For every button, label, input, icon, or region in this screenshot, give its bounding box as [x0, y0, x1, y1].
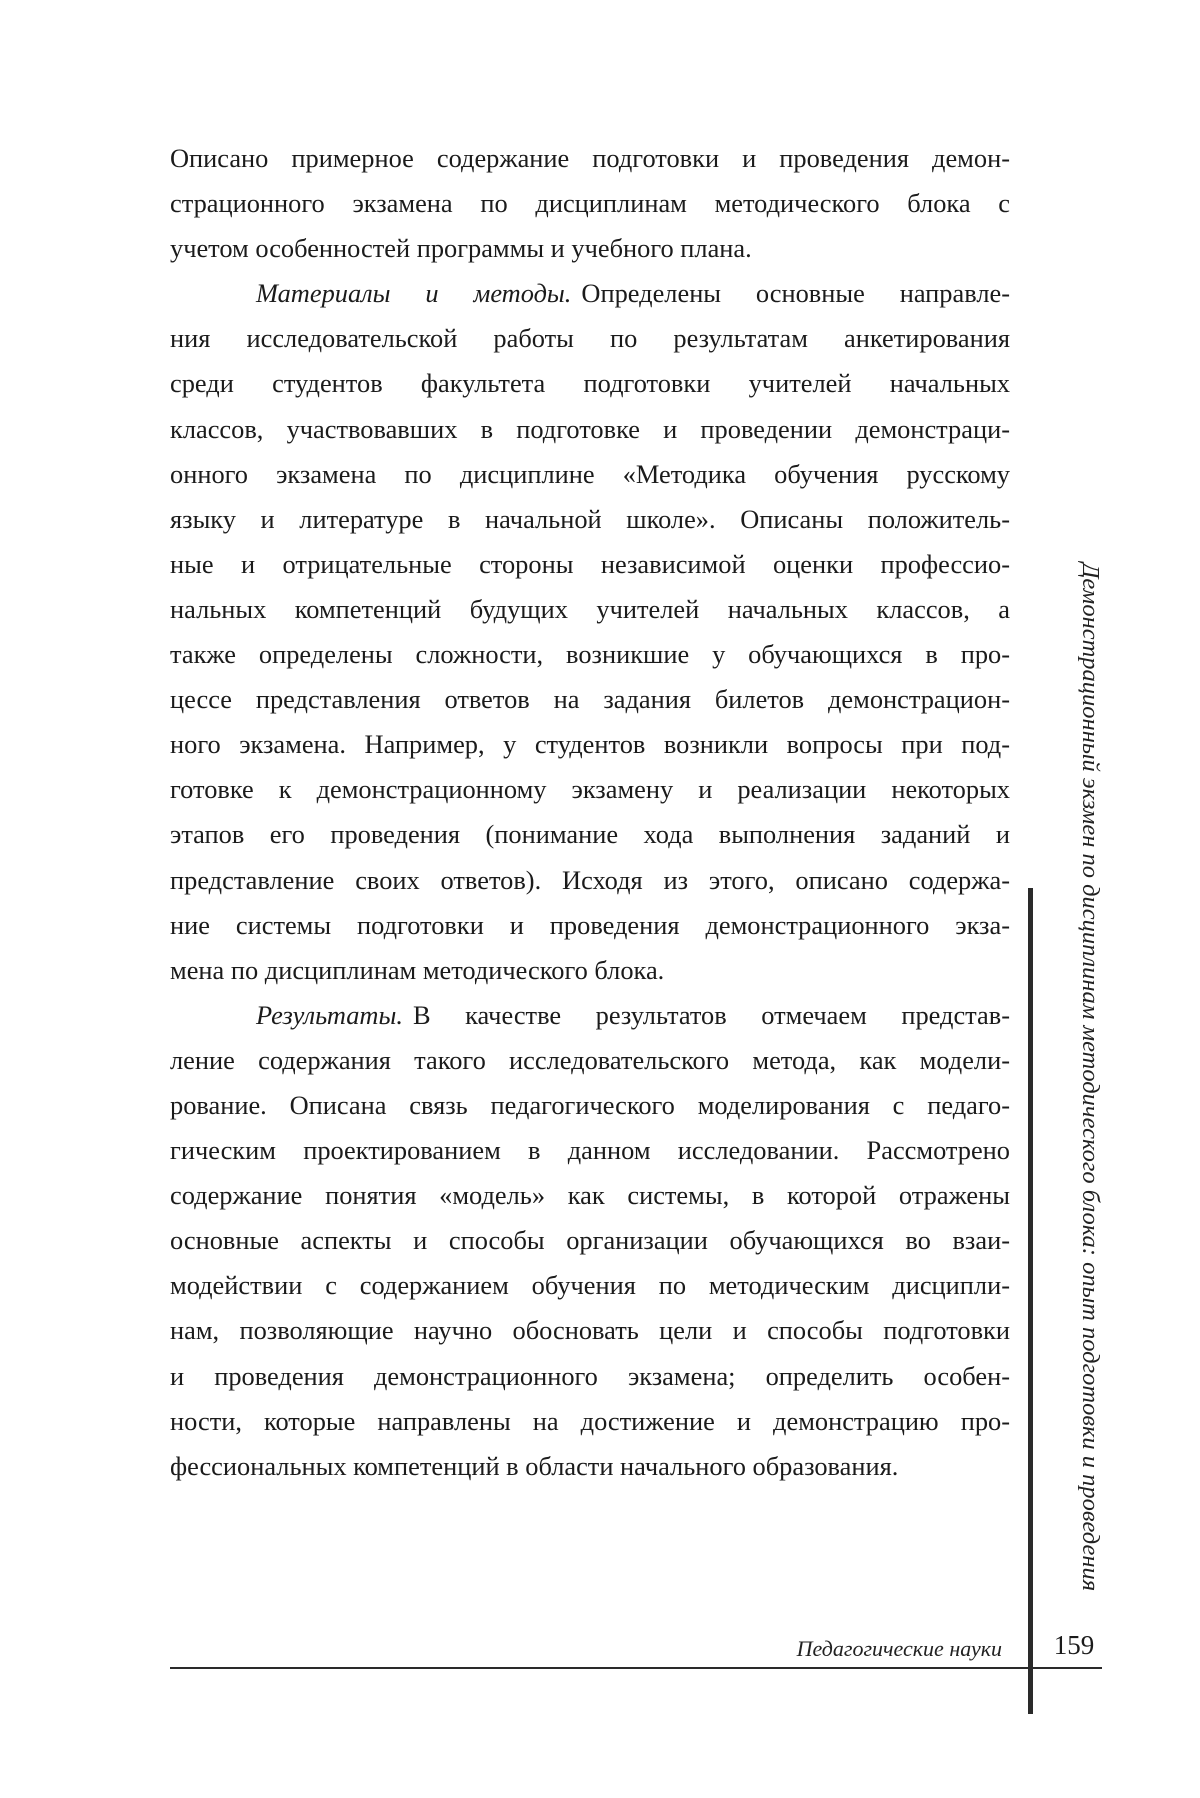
body-line: среди студентов факультета подготовки учителей начальных [170, 368, 1010, 399]
body-line: представление своих ответов). Исходя из этого, описано содержа- [170, 864, 1010, 895]
body-line: классов, участвовавших в подготовке и проведении демонстраци- [170, 413, 1010, 444]
running-head: Демонстрационный экзмен по дисциплинам методического блока: опыт подготовки и проведения [1077, 562, 1104, 1592]
body-line-text: Определены основные направле- [581, 278, 1010, 309]
body-text [170, 136, 1010, 1489]
body-line [170, 993, 1010, 1038]
page-number: 159 [1053, 1630, 1095, 1660]
section-lead-materials: Материалы и методы. [256, 278, 572, 309]
body-line: ности, которые направлены на достижение и демонстрацию про- [170, 1405, 1010, 1436]
body-line: также определены сложности, возникшие у обучающихся в про- [170, 639, 1010, 670]
body-line: гическим проектированием в данном исследовании. Рассмотрено [170, 1135, 1010, 1166]
footer-rule [170, 1667, 1102, 1669]
body-line: модействии с содержанием обучения по методическим дисципли- [170, 1270, 1010, 1301]
body-line: основные аспекты и способы организации обучающихся во взаи- [170, 1225, 1010, 1256]
body-line: фессиональных компетенций в области начального образования. [170, 1450, 899, 1481]
body-line: и проведения демонстрационного экзамена; определить особен- [170, 1360, 1010, 1391]
body-line: этапов его проведения (понимание хода выполнения заданий и [170, 819, 1010, 850]
body-line: содержание понятия «модель» как системы, в которой отражены [170, 1180, 1010, 1211]
body-line: ние системы подготовки и проведения демонстрационного экза- [170, 909, 1010, 940]
body-line: готовке к демонстрационному экзамену и реализации некоторых [170, 774, 1010, 805]
body-line: ные и отрицательные стороны независимой оценки профессио- [170, 548, 1010, 579]
body-line [170, 271, 1010, 316]
body-line: языку и литературе в начальной школе». Описаны положитель- [170, 503, 1010, 534]
body-line: рование. Описана связь педагогического моделирования с педаго- [170, 1089, 1010, 1120]
body-line-text: В качестве результатов отмечаем представ- [412, 999, 1010, 1030]
footer-section-title: Педагогические науки [796, 1636, 1002, 1661]
body-line: страционного экзамена по дисциплинам методического блока с [170, 188, 1010, 219]
body-line: ния исследовательской работы по результатам анкетирования [170, 323, 1010, 354]
body-line: онного экзамена по дисциплине «Методика обучения русскому [170, 458, 1010, 489]
body-line: нальных компетенций будущих учителей начальных классов, а [170, 593, 1010, 624]
body-line: ного экзамена. Например, у студентов возникли вопросы при под- [170, 729, 1010, 760]
body-line: цессе представления ответов на задания билетов демонстрацион- [170, 684, 1010, 715]
body-line: ление содержания такого исследовательского метода, как модели- [170, 1044, 1010, 1075]
body-line: мена по дисциплинам методического блока. [170, 954, 665, 985]
body-line: учетом особенностей программы и учебного плана. [170, 233, 752, 264]
body-line: нам, позволяющие научно обосновать цели и способы подготовки [170, 1315, 1010, 1346]
section-lead-results: Результаты. [256, 999, 403, 1030]
body-line: Описано примерное содержание подготовки и проведения демон- [170, 143, 1010, 173]
margin-rule [1028, 888, 1033, 1714]
